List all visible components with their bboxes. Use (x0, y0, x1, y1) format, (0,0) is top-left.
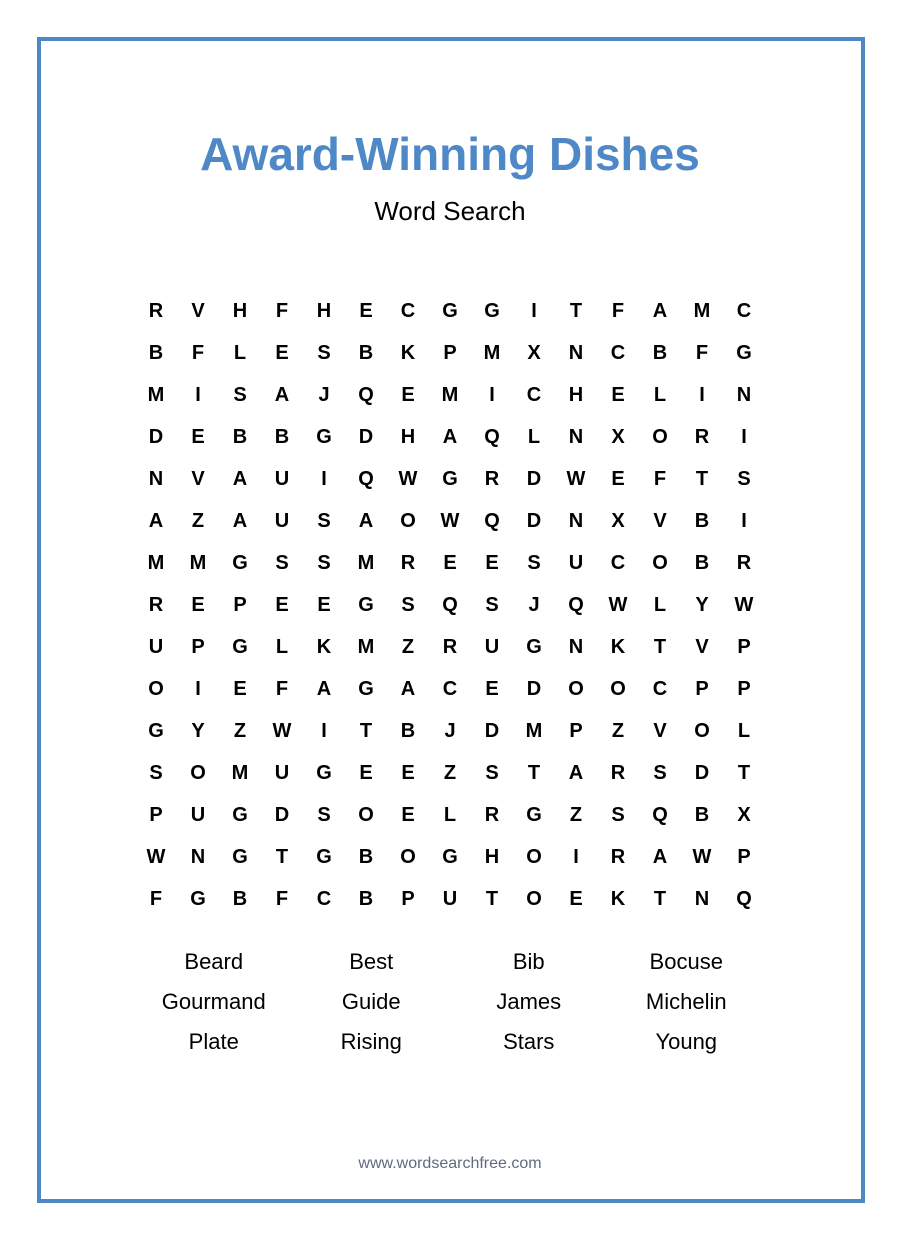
grid-cell[interactable]: G (232, 636, 248, 658)
grid-cell[interactable]: M (483, 342, 501, 364)
grid-cell[interactable]: I (741, 426, 747, 448)
grid-cell[interactable]: W (734, 594, 754, 616)
grid-cell[interactable]: Q (484, 426, 500, 448)
word-list-item: Michelin (645, 989, 727, 1014)
grid-row (135, 332, 765, 374)
grid-cell[interactable]: G (190, 888, 206, 910)
grid-cell[interactable]: N (736, 384, 752, 406)
grid-cell[interactable]: I (573, 846, 579, 868)
grid-cell[interactable]: H (568, 384, 584, 406)
grid-cell[interactable]: M (441, 384, 459, 406)
grid-cell[interactable]: M (525, 720, 543, 742)
page-subtitle: Word Search (374, 196, 526, 226)
grid-cell[interactable]: U (442, 888, 458, 910)
grid-cell[interactable]: S (653, 762, 667, 784)
grid-cell[interactable]: R (694, 426, 710, 448)
grid-row (135, 752, 765, 794)
grid-cell[interactable]: E (485, 552, 499, 574)
grid-cell[interactable]: E (401, 762, 415, 784)
grid-cell[interactable]: E (191, 426, 205, 448)
grid-cell[interactable]: F (275, 888, 289, 910)
grid-cell[interactable]: C (400, 300, 416, 322)
grid-cell[interactable]: S (317, 510, 331, 532)
grid-cell[interactable]: S (401, 594, 415, 616)
grid-cell[interactable]: F (275, 678, 289, 700)
grid-cell[interactable]: T (653, 888, 667, 910)
grid-cell[interactable]: A (568, 762, 584, 784)
grid-cell[interactable]: G (442, 468, 458, 490)
grid-cell[interactable]: P (401, 888, 415, 910)
grid-cell[interactable]: H (316, 300, 332, 322)
grid-cell[interactable]: F (275, 300, 289, 322)
grid-cell[interactable]: O (610, 678, 626, 700)
word-list-item: Best (349, 949, 394, 974)
grid-cell[interactable]: G (232, 552, 248, 574)
grid-cell[interactable]: T (527, 762, 541, 784)
grid-cell[interactable]: S (737, 468, 751, 490)
grid-cell[interactable]: I (531, 300, 537, 322)
grid-cell[interactable]: Q (358, 468, 374, 490)
grid-cell[interactable]: A (232, 510, 248, 532)
grid-cell[interactable]: N (148, 468, 164, 490)
word-list-item: Beard (184, 949, 244, 974)
grid-cell[interactable]: M (693, 300, 711, 322)
grid-cell[interactable]: D (526, 510, 542, 532)
grid-cell[interactable]: N (568, 510, 584, 532)
grid-cell[interactable]: L (653, 384, 667, 406)
grid-cell[interactable]: G (316, 426, 332, 448)
grid-cell[interactable]: G (526, 804, 542, 826)
grid-cell[interactable]: D (526, 468, 542, 490)
grid-cell[interactable]: O (148, 678, 164, 700)
grid-cell[interactable]: U (274, 510, 290, 532)
grid-cell[interactable]: O (652, 552, 668, 574)
grid-cell[interactable]: I (321, 720, 327, 742)
grid-cell[interactable]: C (610, 342, 626, 364)
grid-row (135, 878, 765, 920)
grid-cell[interactable]: P (443, 342, 457, 364)
grid-row (135, 374, 765, 416)
grid-cell[interactable]: V (191, 300, 205, 322)
grid-cell[interactable]: S (485, 762, 499, 784)
grid-cell[interactable]: I (489, 384, 495, 406)
grid-cell[interactable]: F (695, 342, 709, 364)
grid-cell[interactable]: I (195, 384, 201, 406)
word-list-item: Bib (512, 949, 545, 974)
grid-row (135, 836, 765, 878)
grid-cell[interactable]: P (191, 636, 205, 658)
grid-row (135, 626, 765, 668)
grid-cell[interactable]: I (195, 678, 201, 700)
grid-cell[interactable]: E (485, 678, 499, 700)
grid-cell[interactable]: E (317, 594, 331, 616)
grid-cell[interactable]: Y (695, 594, 709, 616)
grid-cell[interactable]: F (653, 468, 667, 490)
word-list-item: Plate (188, 1029, 239, 1054)
grid-cell[interactable]: U (148, 636, 164, 658)
grid-cell[interactable]: T (485, 888, 499, 910)
grid-cell[interactable]: Q (652, 804, 668, 826)
grid-cell[interactable]: G (442, 846, 458, 868)
grid-cell[interactable]: L (443, 804, 457, 826)
grid-cell[interactable]: M (147, 552, 165, 574)
grid-cell[interactable]: B (358, 342, 374, 364)
grid-cell[interactable]: E (569, 888, 583, 910)
grid-cell[interactable]: Z (443, 762, 457, 784)
grid-cell[interactable]: B (232, 426, 248, 448)
grid-cell[interactable]: E (359, 762, 373, 784)
grid-cell[interactable]: E (401, 384, 415, 406)
grid-cell[interactable]: W (146, 846, 166, 868)
grid-cell[interactable]: G (358, 594, 374, 616)
grid-cell[interactable]: P (149, 804, 163, 826)
grid-cell[interactable]: Z (401, 636, 415, 658)
grid-cell[interactable]: X (527, 342, 541, 364)
grid-cell[interactable]: E (401, 804, 415, 826)
grid-cell[interactable]: W (398, 468, 418, 490)
grid-row (135, 668, 765, 710)
grid-cell[interactable]: R (400, 552, 416, 574)
grid-cell[interactable]: E (611, 384, 625, 406)
grid-cell[interactable]: U (274, 468, 290, 490)
word-list (135, 942, 765, 1062)
grid-cell[interactable]: W (440, 510, 460, 532)
grid-cell[interactable]: T (569, 300, 583, 322)
grid-cell[interactable]: X (611, 510, 625, 532)
grid-cell[interactable]: O (526, 888, 542, 910)
grid-cell[interactable]: B (358, 846, 374, 868)
grid-cell[interactable]: P (737, 678, 751, 700)
grid-cell[interactable]: M (147, 384, 165, 406)
grid-cell[interactable]: F (149, 888, 163, 910)
grid-cell[interactable]: D (526, 678, 542, 700)
grid-cell[interactable]: E (191, 594, 205, 616)
grid-cell[interactable]: F (611, 300, 625, 322)
grid-cell[interactable]: G (232, 804, 248, 826)
grid-cell[interactable]: B (694, 510, 710, 532)
grid-cell[interactable]: G (316, 846, 332, 868)
grid-cell[interactable]: N (190, 846, 206, 868)
grid-cell[interactable]: O (400, 846, 416, 868)
grid-cell[interactable]: J (318, 384, 330, 406)
grid-cell[interactable]: Q (484, 510, 500, 532)
grid-cell[interactable]: C (736, 300, 752, 322)
grid-cell[interactable]: Q (442, 594, 458, 616)
grid-cell[interactable]: H (232, 300, 248, 322)
grid-cell[interactable]: X (737, 804, 751, 826)
grid-cell[interactable]: V (653, 720, 667, 742)
word-list-item: Young (655, 1029, 718, 1054)
footer-website[interactable]: www.wordsearchfree.com (358, 1155, 542, 1172)
grid-cell[interactable]: R (442, 636, 458, 658)
grid-cell[interactable]: B (400, 720, 416, 742)
grid-cell[interactable]: J (444, 720, 456, 742)
grid-cell[interactable]: P (737, 846, 751, 868)
grid-cell[interactable]: S (317, 342, 331, 364)
grid-cell[interactable]: T (275, 846, 289, 868)
grid-cell[interactable]: D (694, 762, 710, 784)
grid-cell[interactable]: K (610, 636, 626, 658)
grid-cell[interactable]: D (148, 426, 164, 448)
grid-cell[interactable]: M (357, 636, 375, 658)
grid-cell[interactable]: E (275, 594, 289, 616)
grid-cell[interactable]: G (526, 636, 542, 658)
grid-cell[interactable]: L (737, 720, 751, 742)
grid-row (135, 584, 765, 626)
grid-cell[interactable]: L (527, 426, 541, 448)
grid-cell[interactable]: R (484, 468, 500, 490)
grid-cell[interactable]: R (610, 762, 626, 784)
grid-cell[interactable]: B (274, 426, 290, 448)
grid-cell[interactable]: A (442, 426, 458, 448)
grid-cell[interactable]: R (610, 846, 626, 868)
grid-cell[interactable]: S (527, 552, 541, 574)
grid-cell[interactable]: T (359, 720, 373, 742)
letter-grid (135, 290, 765, 920)
grid-cell[interactable]: S (611, 804, 625, 826)
grid-cell[interactable]: N (568, 636, 584, 658)
grid-cell[interactable]: Q (568, 594, 584, 616)
grid-row (135, 794, 765, 836)
grid-cell[interactable]: U (274, 762, 290, 784)
grid-cell[interactable]: Z (233, 720, 247, 742)
grid-cell[interactable]: D (274, 804, 290, 826)
grid-cell[interactable]: H (400, 426, 416, 448)
grid-cell[interactable]: A (232, 468, 248, 490)
grid-cell[interactable]: A (148, 510, 164, 532)
grid-cell[interactable]: G (358, 678, 374, 700)
grid-cell[interactable]: M (189, 552, 207, 574)
grid-cell[interactable]: B (358, 888, 374, 910)
word-list-item: Gourmand (161, 989, 266, 1014)
grid-cell[interactable]: O (358, 804, 374, 826)
grid-cell[interactable]: T (737, 762, 751, 784)
grid-cell[interactable]: R (148, 594, 164, 616)
grid-cell[interactable]: U (568, 552, 584, 574)
grid-cell[interactable]: Z (191, 510, 205, 532)
grid-cell[interactable]: K (400, 342, 416, 364)
grid-cell[interactable]: P (695, 678, 709, 700)
grid-cell[interactable]: R (148, 300, 164, 322)
grid-cell[interactable]: Q (736, 888, 752, 910)
grid-cell[interactable]: B (652, 342, 668, 364)
grid-cell[interactable]: L (275, 636, 289, 658)
grid-cell[interactable]: W (692, 846, 712, 868)
grid-cell[interactable]: O (652, 426, 668, 448)
word-list-item: Guide (341, 989, 401, 1014)
grid-cell[interactable]: C (316, 888, 332, 910)
grid-cell[interactable]: S (275, 552, 289, 574)
grid-cell[interactable]: Y (191, 720, 205, 742)
grid-cell[interactable]: E (275, 342, 289, 364)
grid-cell[interactable]: U (484, 636, 500, 658)
grid-cell[interactable]: G (232, 846, 248, 868)
grid-cell[interactable]: K (316, 636, 332, 658)
grid-cell[interactable]: B (694, 552, 710, 574)
grid-cell[interactable]: R (484, 804, 500, 826)
grid-cell[interactable]: E (443, 552, 457, 574)
grid-cell[interactable]: N (694, 888, 710, 910)
grid-cell[interactable]: C (442, 678, 458, 700)
grid-cell[interactable]: O (694, 720, 710, 742)
grid-cell[interactable]: A (400, 678, 416, 700)
grid-row (135, 710, 765, 752)
grid-cell[interactable]: A (652, 846, 668, 868)
grid-cell[interactable]: G (316, 762, 332, 784)
grid-cell[interactable]: B (148, 342, 164, 364)
grid-cell[interactable]: S (317, 552, 331, 574)
grid-cell[interactable]: B (694, 804, 710, 826)
grid-cell[interactable]: S (317, 804, 331, 826)
grid-cell[interactable]: D (358, 426, 374, 448)
grid-cell[interactable]: E (233, 678, 247, 700)
grid-cell[interactable]: M (357, 552, 375, 574)
grid-cell[interactable]: I (699, 384, 705, 406)
word-list-item: Rising (340, 1029, 402, 1054)
grid-cell[interactable]: K (610, 888, 626, 910)
grid-cell[interactable]: H (484, 846, 500, 868)
grid-cell[interactable]: G (442, 300, 458, 322)
grid-cell[interactable]: V (191, 468, 205, 490)
grid-cell[interactable]: C (526, 384, 542, 406)
grid-cell[interactable]: S (485, 594, 499, 616)
grid-cell[interactable]: M (231, 762, 249, 784)
word-list-item: Bocuse (649, 949, 723, 974)
grid-cell[interactable]: B (232, 888, 248, 910)
grid-cell[interactable]: Z (569, 804, 583, 826)
grid-cell[interactable]: G (484, 300, 500, 322)
grid-cell[interactable]: L (233, 342, 247, 364)
grid-cell[interactable]: R (736, 552, 752, 574)
grid-cell[interactable]: E (359, 300, 373, 322)
grid-cell[interactable]: J (528, 594, 540, 616)
grid-cell[interactable]: G (148, 720, 164, 742)
grid-cell[interactable]: N (568, 426, 584, 448)
grid-cell[interactable]: P (737, 636, 751, 658)
page-title: Award-Winning Dishes (200, 128, 700, 180)
grid-cell[interactable]: W (272, 720, 292, 742)
grid-cell[interactable]: V (653, 510, 667, 532)
word-list-item: Stars (503, 1029, 555, 1054)
grid-cell[interactable]: O (190, 762, 206, 784)
grid-cell[interactable]: O (568, 678, 584, 700)
grid-cell[interactable]: A (652, 300, 668, 322)
grid-cell[interactable]: C (652, 678, 668, 700)
grid-row (135, 416, 765, 458)
grid-cell[interactable]: Q (358, 384, 374, 406)
grid-cell[interactable]: T (653, 636, 667, 658)
grid-row (135, 542, 765, 584)
grid-row (135, 290, 765, 332)
grid-cell[interactable]: D (484, 720, 500, 742)
grid-cell[interactable]: X (611, 426, 625, 448)
grid-cell[interactable]: C (610, 552, 626, 574)
grid-cell[interactable]: P (233, 594, 247, 616)
grid-cell[interactable]: W (608, 594, 628, 616)
grid-cell[interactable]: E (611, 468, 625, 490)
grid-row (135, 500, 765, 542)
grid-cell[interactable]: O (400, 510, 416, 532)
grid-cell[interactable]: O (526, 846, 542, 868)
grid-cell[interactable]: P (569, 720, 583, 742)
grid-cell[interactable]: W (566, 468, 586, 490)
grid-cell[interactable]: A (358, 510, 374, 532)
grid-cell[interactable]: S (233, 384, 247, 406)
grid-cell[interactable]: N (568, 342, 584, 364)
grid-cell[interactable]: L (653, 594, 667, 616)
grid-cell[interactable]: S (149, 762, 163, 784)
grid-cell[interactable]: F (191, 342, 205, 364)
word-list-item: James (496, 989, 562, 1014)
grid-cell[interactable]: A (274, 384, 290, 406)
grid-cell[interactable]: U (190, 804, 206, 826)
grid-cell[interactable]: I (321, 468, 327, 490)
grid-cell[interactable]: G (736, 342, 752, 364)
grid-cell[interactable]: V (695, 636, 709, 658)
grid-cell[interactable]: I (741, 510, 747, 532)
grid-cell[interactable]: T (695, 468, 709, 490)
grid-row (135, 458, 765, 500)
grid-cell[interactable]: Z (611, 720, 625, 742)
grid-cell[interactable]: A (316, 678, 332, 700)
